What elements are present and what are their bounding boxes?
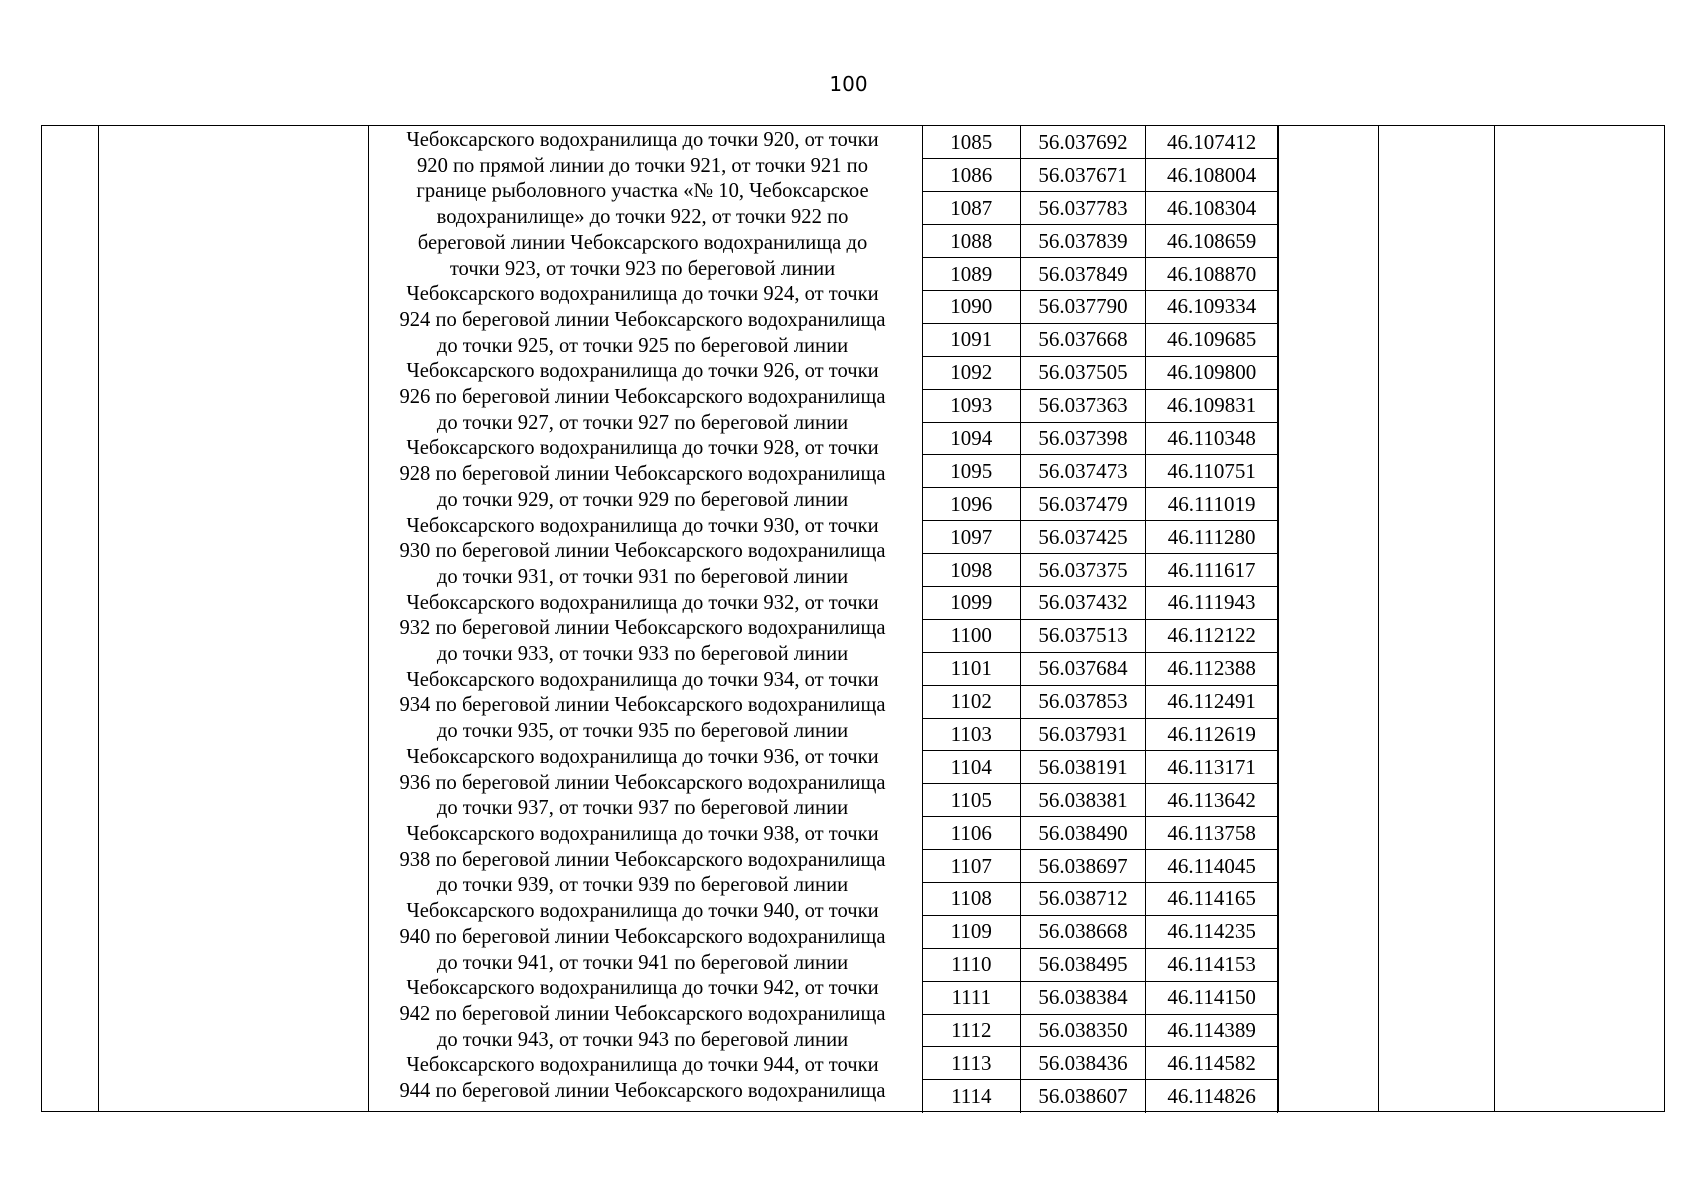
table-row	[923, 850, 1278, 883]
description-line: 936 по береговой линии Чебоксарского водохранилища	[399, 771, 886, 794]
table-row	[923, 1014, 1278, 1047]
longitude-cell: 46.114150	[1146, 981, 1278, 1014]
latitude-cell: 56.037513	[1020, 619, 1146, 652]
point-number-cell: 1107	[923, 850, 1021, 883]
description-line: до точки 939, от точки 939 по береговой линии	[436, 874, 849, 897]
description-line: 944 по береговой линии Чебоксарского водохранилища	[399, 1080, 886, 1103]
table-row	[923, 948, 1278, 981]
table-row	[923, 258, 1278, 291]
longitude-cell: 46.113171	[1146, 751, 1278, 784]
table-row	[923, 455, 1278, 488]
description-line: до точки 935, от точки 935 по береговой линии	[436, 720, 849, 743]
latitude-cell: 56.037432	[1020, 586, 1146, 619]
point-number-cell: 1106	[923, 817, 1021, 850]
table-row	[923, 159, 1278, 192]
latitude-cell: 56.037783	[1020, 192, 1146, 225]
latitude-cell: 56.037425	[1020, 521, 1146, 554]
description-line: Чебоксарского водохранилища до точки 936, от точки	[406, 745, 879, 768]
longitude-cell: 46.108870	[1146, 258, 1278, 291]
description-line: 940 по береговой линии Чебоксарского водохранилища	[399, 925, 886, 948]
table-row	[923, 586, 1278, 619]
point-number-cell: 1095	[923, 455, 1021, 488]
point-number-cell: 1111	[923, 981, 1021, 1014]
longitude-cell: 46.111943	[1146, 586, 1278, 619]
latitude-cell: 56.038495	[1020, 948, 1146, 981]
latitude-cell: 56.037363	[1020, 389, 1146, 422]
latitude-cell: 56.038712	[1020, 882, 1146, 915]
point-number-cell: 1114	[923, 1080, 1021, 1113]
page-number: 100	[829, 72, 868, 96]
point-number-cell: 1101	[923, 652, 1021, 685]
latitude-cell: 56.037931	[1020, 718, 1146, 751]
longitude-cell: 46.114389	[1146, 1014, 1278, 1047]
longitude-cell: 46.112122	[1146, 619, 1278, 652]
point-number-cell: 1097	[923, 521, 1021, 554]
point-number-cell: 1093	[923, 389, 1021, 422]
table-row	[923, 685, 1278, 718]
table-row	[923, 652, 1278, 685]
longitude-cell: 46.110751	[1146, 455, 1278, 488]
table-row	[923, 784, 1278, 817]
point-number-cell: 1087	[923, 192, 1021, 225]
description-line: 920 по прямой линии до точки 921, от точки 921 по	[417, 154, 868, 177]
latitude-cell: 56.037505	[1020, 356, 1146, 389]
column-divider	[1378, 126, 1379, 1111]
description-line: границе рыболовного участка «№ 10, Чебоксарское	[416, 180, 869, 203]
column-divider	[98, 126, 99, 1111]
longitude-cell: 46.111617	[1146, 554, 1278, 587]
description-line: 924 по береговой линии Чебоксарского водохранилища	[399, 308, 886, 331]
description-line: Чебоксарского водохранилища до точки 926, от точки	[406, 360, 879, 383]
point-number-cell: 1094	[923, 422, 1021, 455]
description-line: 932 по береговой линии Чебоксарского водохранилища	[399, 617, 886, 640]
column-divider	[368, 126, 369, 1111]
point-number-cell: 1092	[923, 356, 1021, 389]
latitude-cell: 56.037839	[1020, 225, 1146, 258]
latitude-cell: 56.038607	[1020, 1080, 1146, 1113]
table-row	[923, 389, 1278, 422]
table-row	[923, 225, 1278, 258]
latitude-cell: 56.037684	[1020, 652, 1146, 685]
table-row	[923, 356, 1278, 389]
description-line: 926 по береговой линии Чебоксарского водохранилища	[399, 386, 886, 409]
latitude-cell: 56.037375	[1020, 554, 1146, 587]
table-row	[923, 488, 1278, 521]
point-number-cell: 1100	[923, 619, 1021, 652]
longitude-cell: 46.114826	[1146, 1080, 1278, 1113]
latitude-cell: 56.038384	[1020, 981, 1146, 1014]
latitude-cell: 56.038350	[1020, 1014, 1146, 1047]
longitude-cell: 46.112491	[1146, 685, 1278, 718]
table-row	[923, 290, 1278, 323]
table-row	[923, 981, 1278, 1014]
description-line: 938 по береговой линии Чебоксарского водохранилища	[399, 848, 886, 871]
latitude-cell: 56.037692	[1020, 126, 1146, 159]
latitude-cell: 56.038436	[1020, 1047, 1146, 1080]
latitude-cell: 56.037398	[1020, 422, 1146, 455]
latitude-cell: 56.037668	[1020, 323, 1146, 356]
point-number-cell: 1098	[923, 554, 1021, 587]
point-number-cell: 1096	[923, 488, 1021, 521]
description-line: до точки 925, от точки 925 по береговой линии	[436, 334, 849, 357]
longitude-cell: 46.109800	[1146, 356, 1278, 389]
table-row	[923, 126, 1278, 159]
description-line: Чебоксарского водохранилища до точки 940, от точки	[406, 900, 879, 923]
point-number-cell: 1113	[923, 1047, 1021, 1080]
description-line: 942 по береговой линии Чебоксарского водохранилища	[399, 1002, 886, 1025]
point-number-cell: 1091	[923, 323, 1021, 356]
longitude-cell: 46.113642	[1146, 784, 1278, 817]
table-row	[923, 817, 1278, 850]
point-number-cell: 1109	[923, 915, 1021, 948]
point-number-cell: 1090	[923, 290, 1021, 323]
description-line: до точки 929, от точки 929 по береговой линии	[436, 488, 849, 511]
table-row	[923, 882, 1278, 915]
column-divider	[1494, 126, 1495, 1111]
table-row	[923, 422, 1278, 455]
point-number-cell: 1105	[923, 784, 1021, 817]
latitude-cell: 56.038490	[1020, 817, 1146, 850]
point-number-cell: 1089	[923, 258, 1021, 291]
point-number-cell: 1110	[923, 948, 1021, 981]
longitude-cell: 46.114153	[1146, 948, 1278, 981]
longitude-cell: 46.109334	[1146, 290, 1278, 323]
longitude-cell: 46.111280	[1146, 521, 1278, 554]
latitude-cell: 56.037849	[1020, 258, 1146, 291]
boundary-description	[370, 128, 915, 1105]
description-line: Чебоксарского водохранилища до точки 938, от точки	[406, 822, 879, 845]
longitude-cell: 46.109685	[1146, 323, 1278, 356]
point-number-cell: 1085	[923, 126, 1021, 159]
description-line: точки 923, от точки 923 по береговой линии	[449, 257, 836, 280]
table-row	[923, 1047, 1278, 1080]
description-line: Чебоксарского водохранилища до точки 924, от точки	[406, 283, 879, 306]
point-number-cell: 1099	[923, 586, 1021, 619]
description-line: 934 по береговой линии Чебоксарского водохранилища	[399, 694, 886, 717]
coordinates-table	[922, 126, 1278, 1113]
latitude-cell: 56.037853	[1020, 685, 1146, 718]
description-line: Чебоксарского водохранилища до точки 934, от точки	[406, 668, 879, 691]
description-line: 930 по береговой линии Чебоксарского водохранилища	[399, 540, 886, 563]
coordinates-body	[923, 126, 1278, 1113]
longitude-cell: 46.112388	[1146, 652, 1278, 685]
point-number-cell: 1102	[923, 685, 1021, 718]
longitude-cell: 46.109831	[1146, 389, 1278, 422]
description-line: Чебоксарского водохранилища до точки 920, от точки	[406, 129, 879, 151]
latitude-cell: 56.038697	[1020, 850, 1146, 883]
table-row	[923, 751, 1278, 784]
point-number-cell: 1086	[923, 159, 1021, 192]
description-line: Чебоксарского водохранилища до точки 942, от точки	[406, 977, 879, 1000]
longitude-cell: 46.111019	[1146, 488, 1278, 521]
point-number-cell: 1112	[923, 1014, 1021, 1047]
point-number-cell: 1103	[923, 718, 1021, 751]
longitude-cell: 46.112619	[1146, 718, 1278, 751]
longitude-cell: 46.114165	[1146, 882, 1278, 915]
description-line: до точки 941, от точки 941 по береговой линии	[436, 951, 849, 974]
longitude-cell: 46.113758	[1146, 817, 1278, 850]
latitude-cell: 56.037473	[1020, 455, 1146, 488]
description-line: до точки 927, от точки 927 по береговой линии	[436, 411, 849, 434]
point-number-cell: 1088	[923, 225, 1021, 258]
table-row	[923, 718, 1278, 751]
latitude-cell: 56.038381	[1020, 784, 1146, 817]
table-row	[923, 521, 1278, 554]
point-number-cell: 1104	[923, 751, 1021, 784]
point-number-cell: 1108	[923, 882, 1021, 915]
description-line: Чебоксарского водохранилища до точки 930, от точки	[406, 514, 879, 537]
boundary-table	[41, 125, 1665, 1112]
description-line: Чебоксарского водохранилища до точки 932, от точки	[406, 591, 879, 614]
table-row	[923, 619, 1278, 652]
longitude-cell: 46.108004	[1146, 159, 1278, 192]
longitude-cell: 46.107412	[1146, 126, 1278, 159]
latitude-cell: 56.037479	[1020, 488, 1146, 521]
column-divider	[1278, 126, 1279, 1111]
description-line: водохранилище» до точки 922, от точки 922 по	[436, 206, 849, 229]
description-line: 928 по береговой линии Чебоксарского водохранилища	[399, 463, 886, 486]
latitude-cell: 56.038191	[1020, 751, 1146, 784]
description-line: Чебоксарского водохранилища до точки 928, от точки	[406, 437, 879, 460]
latitude-cell: 56.037790	[1020, 290, 1146, 323]
table-row	[923, 554, 1278, 587]
table-row	[923, 192, 1278, 225]
longitude-cell: 46.108304	[1146, 192, 1278, 225]
description-line: береговой линии Чебоксарского водохранилища до	[417, 231, 868, 254]
description-line: до точки 931, от точки 931 по береговой линии	[436, 565, 849, 588]
description-line: до точки 933, от точки 933 по береговой линии	[436, 643, 849, 666]
longitude-cell: 46.108659	[1146, 225, 1278, 258]
table-row	[923, 323, 1278, 356]
longitude-cell: 46.114045	[1146, 850, 1278, 883]
latitude-cell: 56.037671	[1020, 159, 1146, 192]
longitude-cell: 46.114582	[1146, 1047, 1278, 1080]
longitude-cell: 46.110348	[1146, 422, 1278, 455]
table-row	[923, 1080, 1278, 1113]
longitude-cell: 46.114235	[1146, 915, 1278, 948]
description-line: до точки 937, от точки 937 по береговой линии	[436, 797, 849, 820]
description-line: Чебоксарского водохранилища до точки 944, от точки	[406, 1054, 879, 1077]
table-row	[923, 915, 1278, 948]
latitude-cell: 56.038668	[1020, 915, 1146, 948]
description-line: до точки 943, от точки 943 по береговой линии	[436, 1028, 849, 1051]
